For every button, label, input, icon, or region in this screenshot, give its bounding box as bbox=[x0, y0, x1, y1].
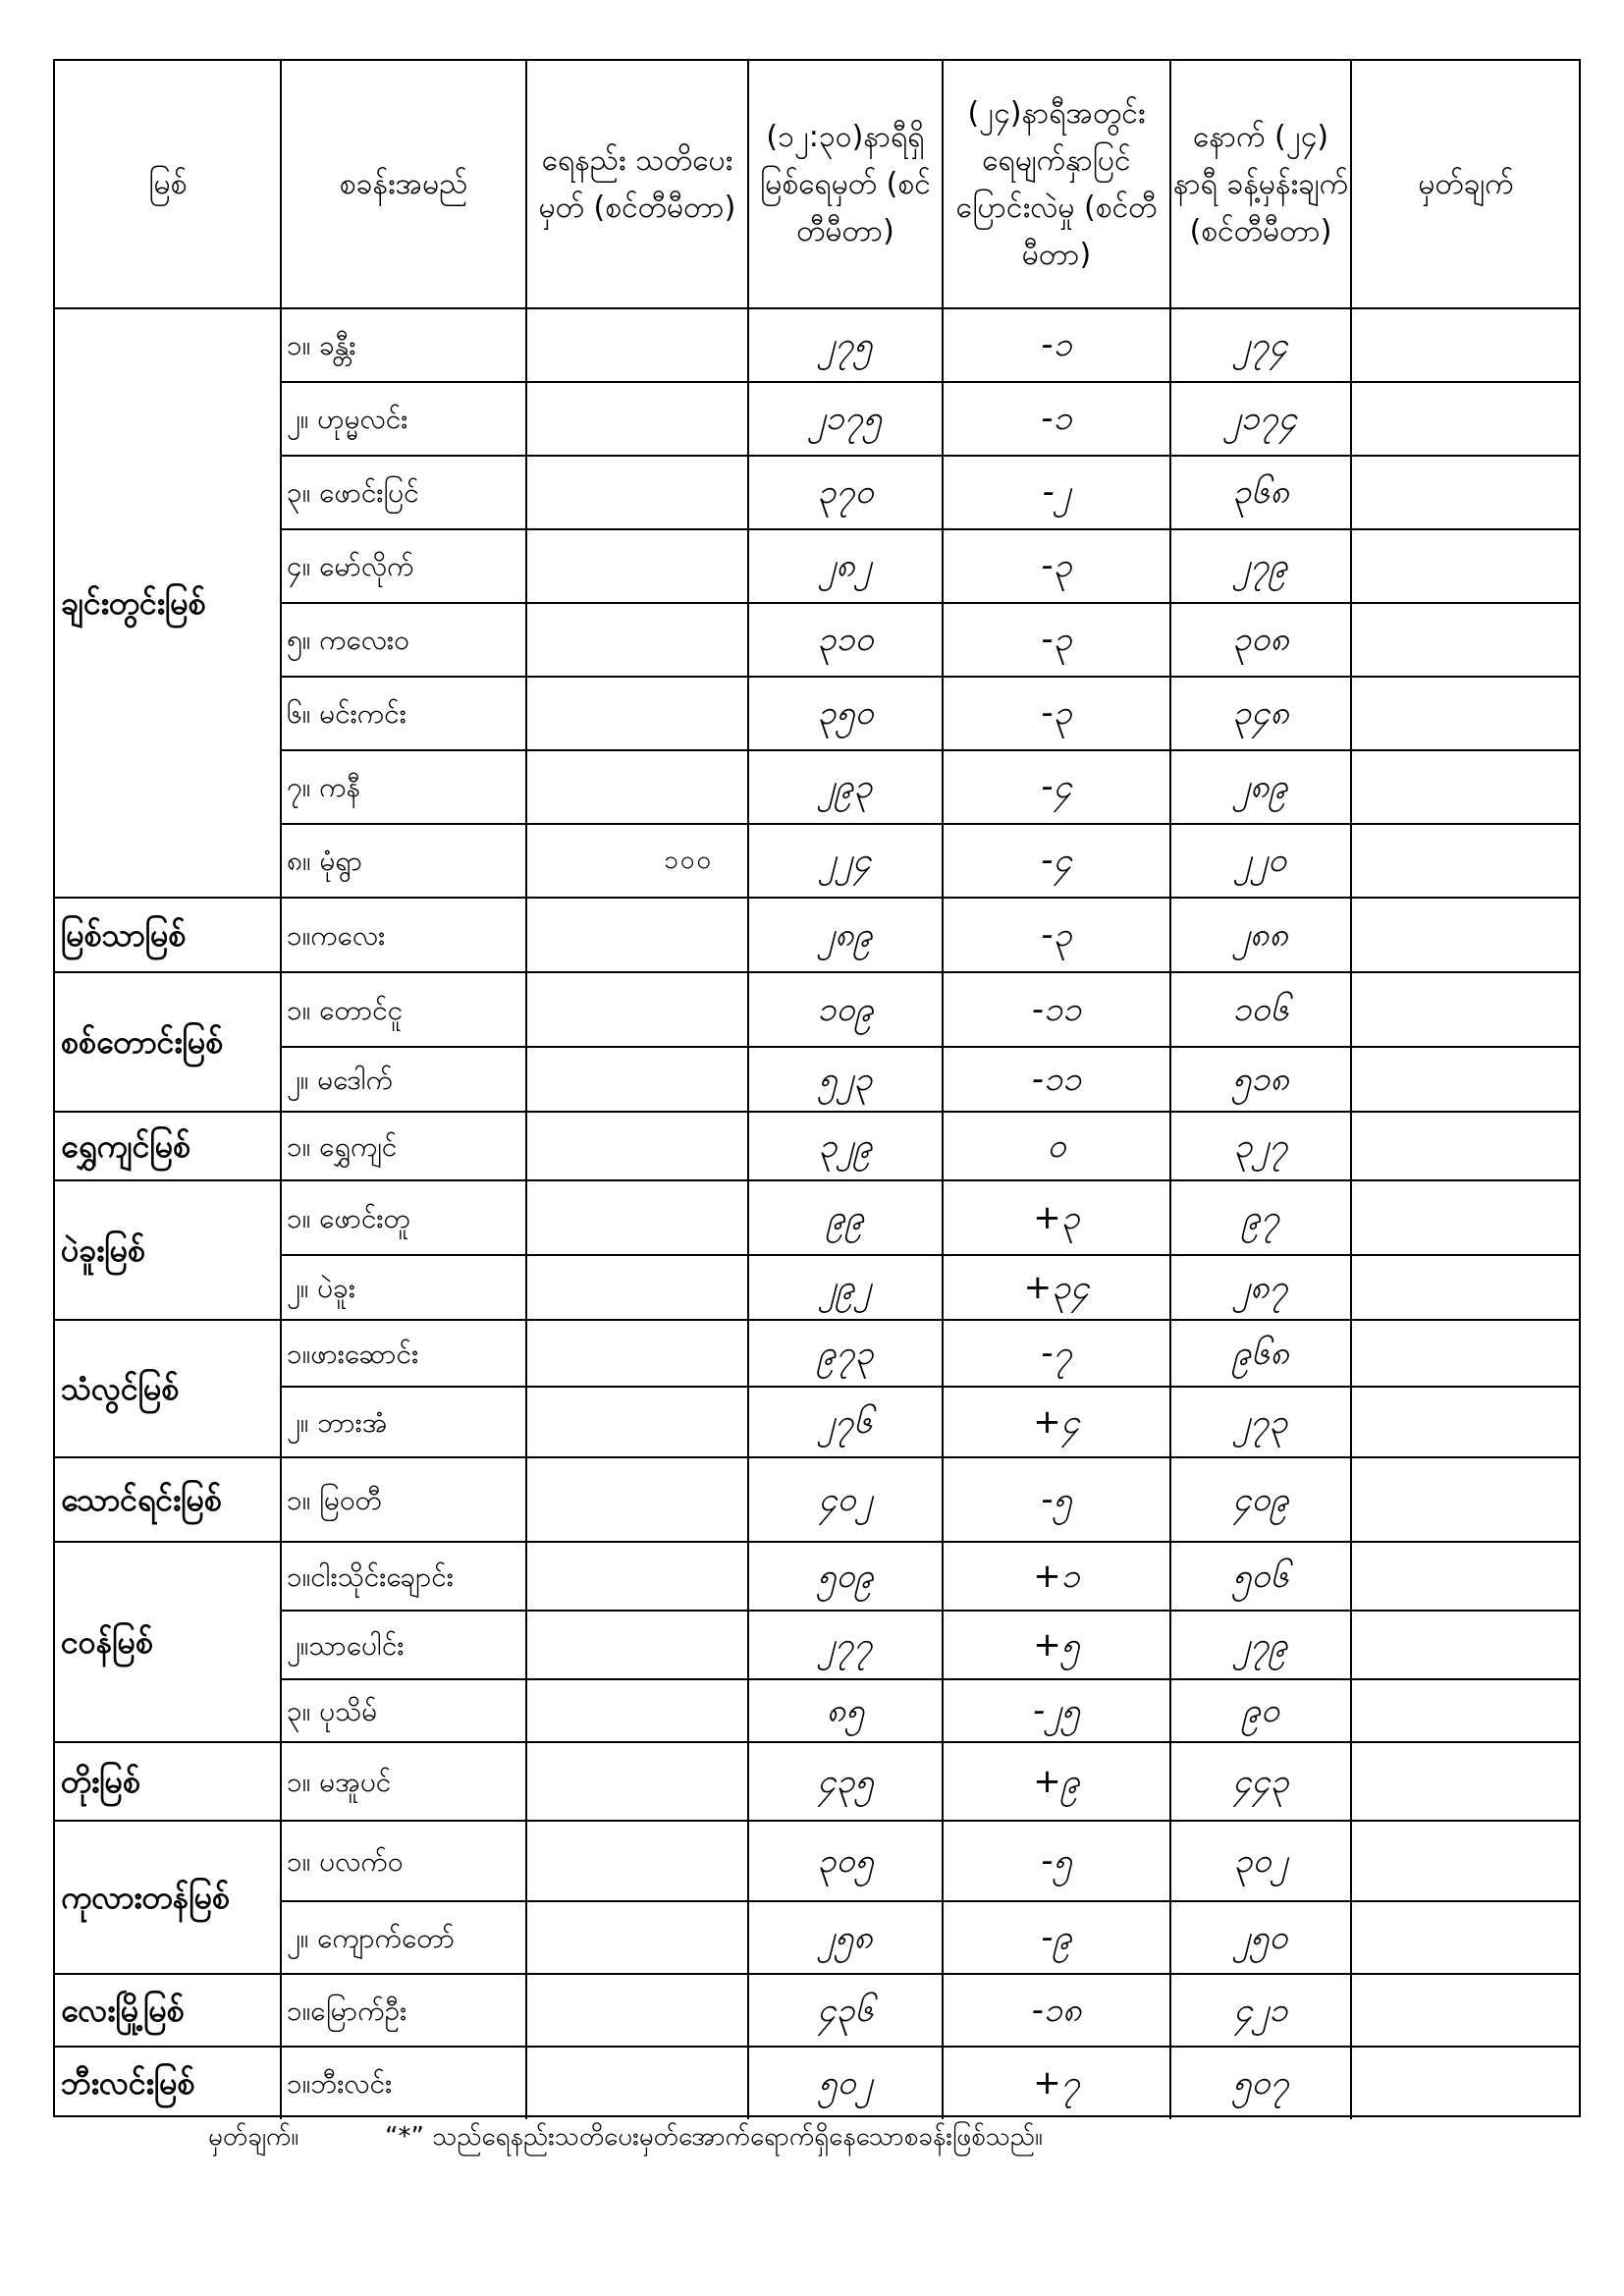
river-name: ကုလားတန်မြစ် bbox=[61, 1879, 230, 1916]
change-24h-value: -၁ bbox=[1041, 399, 1072, 439]
river-name: လေးမြို့မြစ် bbox=[61, 1992, 185, 2029]
water-level-value: ၃၁၀ bbox=[817, 620, 874, 660]
header-river: မြစ် bbox=[148, 167, 188, 201]
station-name: ၁။ဘီးလင်း bbox=[287, 2066, 393, 2100]
change-24h-value: -၃ bbox=[1041, 693, 1072, 734]
water-level-value: ၈၅ bbox=[826, 1690, 865, 1730]
water-level-value: ၄၀၂ bbox=[818, 1479, 873, 1519]
remarks-value bbox=[1351, 750, 1581, 824]
remarks-value bbox=[1351, 529, 1581, 603]
footnote bbox=[208, 2117, 1563, 2159]
remarks-value bbox=[1351, 1112, 1581, 1180]
station-name: ၁။ကလေး bbox=[287, 918, 386, 952]
change-24h-value: -၇ bbox=[1041, 1333, 1072, 1373]
warning-level-value bbox=[526, 750, 748, 824]
remarks-value bbox=[1351, 972, 1581, 1047]
warning-level-value bbox=[526, 456, 748, 529]
forecast-value: ၄၂၁ bbox=[1233, 1990, 1288, 2030]
forecast-value: ၁၀၆ bbox=[1232, 989, 1289, 1029]
warning-level-value bbox=[526, 382, 748, 456]
remarks-value bbox=[1351, 1457, 1581, 1542]
warning-level-value bbox=[526, 529, 748, 603]
change-24h-value: ၀ bbox=[1047, 1125, 1066, 1166]
station-name: ၃။ ပုသိမ် bbox=[287, 1694, 378, 1727]
change-24h-value: +၃၄ bbox=[1023, 1267, 1090, 1307]
forecast-value: ၃၂၇ bbox=[1233, 1125, 1288, 1166]
forecast-value: ၂၁၇၄ bbox=[1223, 399, 1298, 439]
river-name: တိုးမြစ် bbox=[61, 1763, 140, 1800]
forecast-value: ၂၇၃ bbox=[1233, 1401, 1288, 1442]
station-name: ၅။ ကလေးဝ bbox=[287, 624, 409, 656]
warning-level-value bbox=[526, 1679, 748, 1742]
remarks-value bbox=[1351, 1821, 1581, 1901]
water-level-value: ၄၃၅ bbox=[817, 1761, 874, 1801]
station-name: ၁။ မအူပင် bbox=[287, 1765, 392, 1798]
warning-level-value bbox=[526, 2047, 748, 2119]
river-name: ရွှေကျင်မြစ် bbox=[61, 1127, 191, 1165]
change-24h-value: -၂၅ bbox=[1032, 1690, 1081, 1730]
warning-level-value bbox=[526, 1047, 748, 1112]
river-name: စစ်တောင်းမြစ် bbox=[61, 1023, 224, 1061]
river-name: သောင်ရင်းမြစ် bbox=[61, 1481, 222, 1518]
station-name: ၄။ မော်လိုက် bbox=[287, 550, 414, 582]
header-station: စခန်းအမည် bbox=[339, 167, 468, 201]
header-warning-level: ရေနည်း သတိပေးမှတ် (စင်တီမီတာ) bbox=[538, 143, 736, 225]
river-name: မြစ်သာမြစ် bbox=[61, 916, 187, 954]
forecast-value: ၄၀၉ bbox=[1232, 1479, 1289, 1519]
warning-level-value bbox=[526, 677, 748, 750]
station-name: ၈။ မုံရွာ bbox=[287, 845, 362, 877]
warning-level-value bbox=[526, 1387, 748, 1457]
station-name: ၆။ မင်းကင်း bbox=[287, 697, 406, 730]
header-remarks: မှတ်ချက် bbox=[1418, 167, 1514, 201]
remarks-value bbox=[1351, 898, 1581, 972]
water-level-value: ၅၀၉ bbox=[817, 1556, 874, 1596]
warning-level-value: ၁၀၀ bbox=[664, 846, 713, 876]
change-24h-value: -၃ bbox=[1041, 620, 1072, 660]
water-level-value: ၂၁၇၅ bbox=[808, 399, 883, 439]
change-24h-value: -၁ bbox=[1041, 325, 1072, 365]
station-name: ၁။ မြဝတီ bbox=[287, 1483, 382, 1516]
forecast-value: ၃၀၂ bbox=[1233, 1840, 1288, 1881]
water-level-value: ၉၉ bbox=[826, 1197, 865, 1237]
forecast-value: ၂၈၉ bbox=[1233, 767, 1288, 807]
change-24h-value: +၉ bbox=[1033, 1761, 1080, 1801]
change-24h-value: -၃ bbox=[1041, 914, 1072, 955]
remarks-value bbox=[1351, 1320, 1581, 1387]
change-24h-value: -၁၁ bbox=[1031, 1059, 1082, 1099]
header-change-24h: (၂၄)နာရီအတွင်း ရေမျက်နှာပြင် ပြောင်းလဲမှု (စင်တီမီတာ) bbox=[955, 96, 1158, 272]
station-name: ၂။ ကျောက်တော် bbox=[287, 1921, 456, 1954]
station-name: ၁။ ဖောင်းတူ bbox=[287, 1201, 410, 1234]
change-24h-value: +၃ bbox=[1033, 1197, 1080, 1237]
remarks-value bbox=[1351, 677, 1581, 750]
remarks-value bbox=[1351, 1047, 1581, 1112]
station-name: ၇။ ကနီ bbox=[287, 771, 361, 803]
forecast-value: ၉၆၈ bbox=[1232, 1333, 1289, 1373]
header-forecast-24h: နောက် (၂၄) နာရီ ခန့်မှန်းချက် (စင်တီမီတာ) bbox=[1172, 120, 1349, 248]
forecast-value: ၄၄၃ bbox=[1232, 1761, 1289, 1801]
remarks-value bbox=[1351, 2047, 1581, 2119]
remarks-value bbox=[1351, 456, 1581, 529]
forecast-value: ၃၀၈ bbox=[1232, 620, 1289, 660]
forecast-value: ၂၈၇ bbox=[1233, 1267, 1288, 1307]
station-name: ၂။သာပေါင်း bbox=[287, 1628, 405, 1662]
remarks-value bbox=[1351, 382, 1581, 456]
river-name: သံလွင်မြစ် bbox=[61, 1370, 180, 1407]
river-name: ပဲခူးမြစ် bbox=[61, 1231, 146, 1269]
change-24h-value: +၇ bbox=[1033, 2062, 1080, 2103]
footnote-label: မှတ်ချက်။ bbox=[208, 2121, 299, 2152]
warning-level-value bbox=[526, 1457, 748, 1542]
warning-level-value bbox=[526, 1611, 748, 1679]
warning-level-value bbox=[526, 1255, 748, 1320]
station-name: ၂။ ဘားအံ bbox=[287, 1405, 388, 1439]
remarks-value bbox=[1351, 603, 1581, 677]
warning-level-value bbox=[526, 308, 748, 382]
forecast-value: ၃၄၈ bbox=[1232, 693, 1289, 734]
forecast-value: ၂၂၀ bbox=[1234, 841, 1287, 881]
forecast-value: ၃၆၈ bbox=[1232, 472, 1289, 513]
change-24h-value: -၄ bbox=[1041, 767, 1072, 807]
forecast-value: ၉၇ bbox=[1241, 1197, 1280, 1237]
station-name: ၁။ ခန္တီး bbox=[287, 329, 356, 361]
water-level-value: ၃၂၉ bbox=[818, 1125, 873, 1166]
water-level-value: ၃၅၀ bbox=[817, 693, 874, 734]
forecast-value: ၂၇၉ bbox=[1233, 1624, 1288, 1665]
warning-level-value bbox=[526, 1180, 748, 1255]
remarks-value bbox=[1351, 1742, 1581, 1821]
station-name: ၁။ငါးသိုင်းချောင်း bbox=[287, 1559, 454, 1593]
station-name: ၃။ ဖောင်းပြင် bbox=[287, 476, 419, 509]
forecast-value: ၅၀၆ bbox=[1232, 1556, 1289, 1596]
remarks-value bbox=[1351, 1387, 1581, 1457]
warning-level-value bbox=[526, 1901, 748, 1974]
station-name: ၁။ ရွှေကျင် bbox=[287, 1129, 398, 1163]
remarks-value bbox=[1351, 1974, 1581, 2047]
change-24h-value: -၁၈ bbox=[1031, 1990, 1082, 2030]
change-24h-value: -၅ bbox=[1041, 1840, 1072, 1881]
change-24h-value: +၄ bbox=[1033, 1401, 1080, 1442]
station-name: ၁။ ပလက်ဝ bbox=[287, 1844, 404, 1878]
river-name: ဘီးလင်းမြစ် bbox=[61, 2064, 195, 2102]
remarks-value bbox=[1351, 1180, 1581, 1255]
station-name: ၂။ ပဲခူး bbox=[287, 1271, 355, 1304]
remarks-value bbox=[1351, 1255, 1581, 1320]
remarks-value bbox=[1351, 1542, 1581, 1611]
change-24h-value: -၅ bbox=[1041, 1479, 1072, 1519]
remarks-value bbox=[1351, 1611, 1581, 1679]
warning-level-value bbox=[526, 1112, 748, 1180]
water-level-value: ၄၃၆ bbox=[817, 1990, 874, 2030]
water-level-value: ၂၇၅ bbox=[818, 325, 873, 365]
warning-level-value bbox=[526, 603, 748, 677]
water-level-value: ၁၀၉ bbox=[817, 989, 874, 1029]
water-level-value: ၂၈၉ bbox=[818, 914, 873, 955]
station-name: ၁။ဖားဆောင်း bbox=[287, 1337, 419, 1370]
change-24h-value: -၂ bbox=[1042, 472, 1071, 513]
water-level-value: ၂၈၂ bbox=[819, 546, 872, 586]
water-level-value: ၂၇၆ bbox=[818, 1401, 873, 1442]
footnote-text: “*” သည်ရေနည်းသတိပေးမှတ်အောက်ရောက်ရှိနေသောစခန်းဖြစ်သည်။ bbox=[385, 2121, 1043, 2152]
warning-level-value bbox=[526, 1320, 748, 1387]
change-24h-value: -၉ bbox=[1041, 1917, 1072, 1957]
forecast-value: ၉၀ bbox=[1241, 1690, 1280, 1730]
station-name: ၂။ ဟုမ္မလင်း bbox=[287, 403, 408, 435]
forecast-value: ၅၀၇ bbox=[1232, 2062, 1289, 2103]
forecast-value: ၂၅၀ bbox=[1233, 1917, 1288, 1957]
water-level-value: ၂၇၇ bbox=[818, 1624, 873, 1665]
change-24h-value: +၁ bbox=[1033, 1556, 1080, 1596]
remarks-value bbox=[1351, 1901, 1581, 1974]
station-name: ၁။မြောက်ဦး bbox=[287, 1994, 407, 2027]
river-name: ငဝန်မြစ် bbox=[61, 1623, 153, 1661]
warning-level-value bbox=[526, 898, 748, 972]
change-24h-value: -၄ bbox=[1041, 841, 1072, 881]
station-name: ၁။ တောင်ငူ bbox=[287, 993, 404, 1026]
change-24h-value: -၁၁ bbox=[1031, 989, 1082, 1029]
forecast-value: ၂၈၈ bbox=[1233, 914, 1288, 955]
remarks-value bbox=[1351, 1679, 1581, 1742]
water-level-value: ၅၀၂ bbox=[818, 2062, 873, 2103]
remarks-value bbox=[1351, 308, 1581, 382]
warning-level-value bbox=[526, 1821, 748, 1901]
change-24h-value: +၅ bbox=[1033, 1624, 1080, 1665]
remarks-value bbox=[1351, 824, 1581, 898]
station-name: ၂။ မဒေါက် bbox=[287, 1063, 394, 1096]
change-24h-value: -၃ bbox=[1041, 546, 1072, 586]
forecast-value: ၂၇၉ bbox=[1233, 546, 1288, 586]
water-level-value: ၃၇၀ bbox=[817, 472, 874, 513]
warning-level-value bbox=[526, 1742, 748, 1821]
water-level-value: ၂၂၄ bbox=[819, 841, 872, 881]
warning-level-value bbox=[526, 972, 748, 1047]
water-level-table bbox=[53, 59, 1581, 2117]
header-level-now: (၁၂:၃၀)နာရီရှိ မြစ်ရေမှတ် (စင်တီမီတာ) bbox=[760, 120, 931, 248]
water-level-value: ၃၀၅ bbox=[817, 1840, 874, 1881]
river-name: ချင်းတွင်းမြစ် bbox=[61, 584, 206, 622]
warning-level-value bbox=[526, 1974, 748, 2047]
water-level-value: ၅၂၃ bbox=[818, 1059, 873, 1099]
forecast-value: ၂၇၄ bbox=[1233, 325, 1288, 365]
forecast-value: ၅၁၈ bbox=[1232, 1059, 1289, 1099]
water-level-value: ၂၅၈ bbox=[818, 1917, 873, 1957]
water-level-value: ၂၉၃ bbox=[818, 767, 873, 807]
warning-level-value bbox=[526, 1542, 748, 1611]
water-level-value: ၂၉၂ bbox=[819, 1267, 872, 1307]
water-level-value: ၉၇၃ bbox=[817, 1333, 874, 1373]
